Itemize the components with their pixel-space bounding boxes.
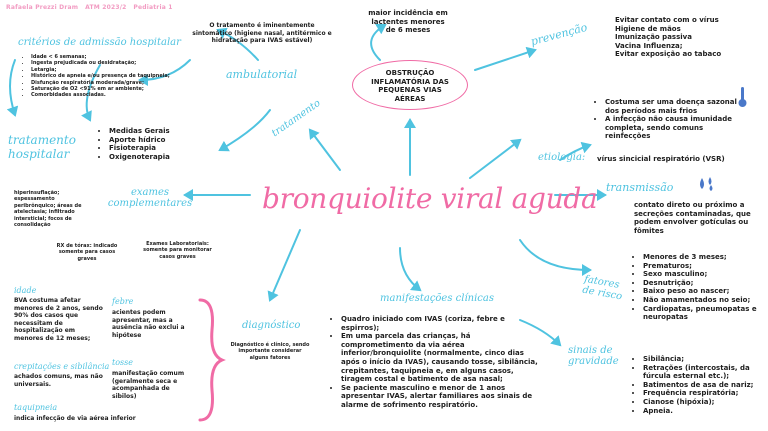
severity-list	[634, 355, 768, 415]
hospital-treatment-item: • Oxigenoterapia	[109, 153, 210, 162]
definition-line-1: OBSTRUÇÃO	[385, 69, 435, 77]
admission-criterion: • Letargia;	[31, 67, 222, 73]
drops-icon	[696, 176, 716, 192]
age-title: idade	[14, 286, 37, 295]
risk-factors-title: fatores de risco	[581, 273, 624, 303]
tachypnea-text: indica infecção de via aérea inferior	[14, 415, 136, 422]
diagnosis-title: diagnóstico	[242, 320, 301, 331]
transmission-text: contato direto ou próximo a secreções contaminadas, que podem envolver gotículas ou fômites	[634, 201, 751, 235]
risk-factor-item: • Sexo masculino;	[643, 270, 768, 279]
treatment-label: tratamento	[269, 97, 323, 140]
severity-item: • Apneia.	[643, 407, 768, 416]
risk-factor-item: • Cardiopatas, pneumopatas e neuropatas	[643, 305, 768, 322]
xray-findings: hiperinsuflação; espessamento peribrônquico; áreas de atelectasia; infiltrado intersticial; focos de consolidação	[14, 190, 82, 229]
lab-exams: Exames Laboratoriais: somente para monitorar casos graves	[143, 241, 212, 260]
hospital-treatment-title: tratamento hospitalar	[8, 133, 76, 161]
fever-text: acientes podem apresentar, mas a ausência não exclui a hipótese	[112, 309, 185, 339]
clinical-list	[332, 315, 542, 410]
incidence-note: maior incidência em lactentes menores de 6 meses	[368, 9, 448, 35]
definition-line-3: PEQUENAS VIAS	[378, 86, 442, 95]
tachypnea-title: taquipneia	[14, 403, 58, 412]
prevention-list	[615, 16, 765, 59]
definition-line-2: INFLAMATÓRIA DAS	[371, 77, 449, 86]
cough-title: tosse	[112, 358, 133, 367]
thermometer-icon	[738, 86, 747, 108]
risk-factor-item: • Baixo peso ao nascer;	[643, 287, 768, 296]
hospital-treatment-item: • Fisioterapia	[109, 144, 210, 153]
etiology-virus: vírus sincicial respiratório (VSR)	[597, 155, 725, 163]
diagnosis-text: Diagnóstico é clínico, sendo importante considerar alguns fatores	[230, 342, 310, 361]
risk-factor-item: • Não amamentados no seio;	[643, 296, 768, 305]
center-definition	[352, 60, 468, 110]
hospital-treatment-item: • Medidas Gerais	[109, 127, 210, 136]
main-title: bronquiolite viral aguda	[262, 182, 598, 215]
etiology-item: • A infecção não causa imunidade completa, sendo comuns reinfecções	[605, 115, 746, 141]
outpatient-title: ambulatorial	[226, 68, 298, 81]
xray-indication: RX de tórax: indicado somente para casos graves	[56, 243, 118, 262]
risk-factor-item: • Prematuros;	[643, 262, 768, 271]
severity-title: sinais de gravidade	[568, 345, 619, 367]
author: Rafaela Prezzi Dram	[6, 4, 79, 11]
admission-title: critérios de admissão hospitalar	[18, 37, 181, 48]
severity-item: • Sibilância;	[643, 355, 768, 364]
prevention-item: Evitar exposição ao tabaco	[615, 50, 722, 59]
risk-factors-list	[634, 253, 768, 322]
clinical-item: • Em uma parcela das crianças, há comprometimento da via aérea inferior/bronquiolite (normalmente, cinco dias após o início da IVAS), causando tosse, sibilância, crepitantes, taquipneia e, em alguns casos, tiragem costal e batimento de asa nasal;	[341, 332, 542, 384]
etiology-title: etiologia:	[538, 152, 586, 163]
severity-item: • Frequência respiratória;	[643, 389, 768, 398]
severity-item: • Cianose (hipóxia);	[643, 398, 768, 407]
clinical-item: • Quadro iniciado com IVAS (coriza, febre e espirros);	[341, 315, 542, 332]
admission-criterion: • Ingesta prejudicada ou desidratação;	[31, 60, 222, 66]
admission-criterion: • Idade < 6 semanas;	[31, 54, 222, 60]
fever-title: febre	[112, 297, 134, 306]
cough-text: manifestação comum (geralmente seca e acompanhada de sibilos)	[112, 370, 185, 400]
transmission-title: transmissão	[606, 181, 674, 194]
age-text: BVA costuma afetar menores de 2 anos, sendo 90% dos casos que necessitam de hospitalização em menores de 12 meses;	[14, 297, 103, 342]
clinical-title: manifestações clínicas	[380, 293, 494, 304]
class-code: ATM 2023/2	[85, 4, 127, 11]
outpatient-text: O tratamento é iminentemente sintomático (higiene nasal, antitérmico e hidratação para IVAS estável)	[192, 22, 332, 44]
admission-criterion: • Histórico de apneia e/ou presença de taquipneia;	[31, 73, 222, 79]
hospital-treatment-list	[100, 127, 210, 161]
header	[6, 4, 173, 11]
risk-factor-item: • Menores de 3 meses;	[643, 253, 768, 262]
admission-list	[22, 54, 222, 99]
admission-criterion: • Disfunção respiratória moderada/grave;	[31, 80, 222, 86]
admission-criterion: • Saturação de O2 <91% em ar ambiente;	[31, 86, 222, 92]
admission-criterion: • Comorbidades associadas.	[31, 92, 222, 98]
clinical-item: • Se paciente masculino e menor de 1 anos apresentar IVAS, alertar familiares aos sinais de alarme de sofrimento respiratório.	[341, 384, 542, 410]
hospital-treatment-item: • Aporte hídrico	[109, 136, 210, 145]
severity-item: • Retrações (intercostais, da fúrcula esternal etc.);	[643, 364, 768, 381]
crackles-text: achados comuns, mas não universais.	[14, 373, 103, 388]
subject: Pediatria 1	[133, 4, 173, 11]
prevention-item: Evitar contato com o vírus	[615, 16, 719, 24]
prevention-item: Higiene de mãos	[615, 24, 681, 33]
risk-factor-item: • Desnutrição;	[643, 279, 768, 288]
definition-line-4: AÉREAS	[394, 94, 426, 103]
prevention-item: Imunização passiva	[615, 33, 692, 42]
severity-item: • Batimentos de asa de nariz;	[643, 381, 768, 390]
brace	[200, 300, 222, 420]
prevention-item: Vacina Influenza;	[615, 41, 683, 50]
crackles-title: crepitações e sibilância	[14, 362, 110, 371]
prevention-title: prevenção	[529, 20, 589, 49]
etiology-item: • Costuma ser uma doença sazonal dos períodos mais frios	[605, 98, 746, 115]
exams-title: exames complementares	[107, 187, 193, 209]
etiology-list	[596, 98, 746, 141]
